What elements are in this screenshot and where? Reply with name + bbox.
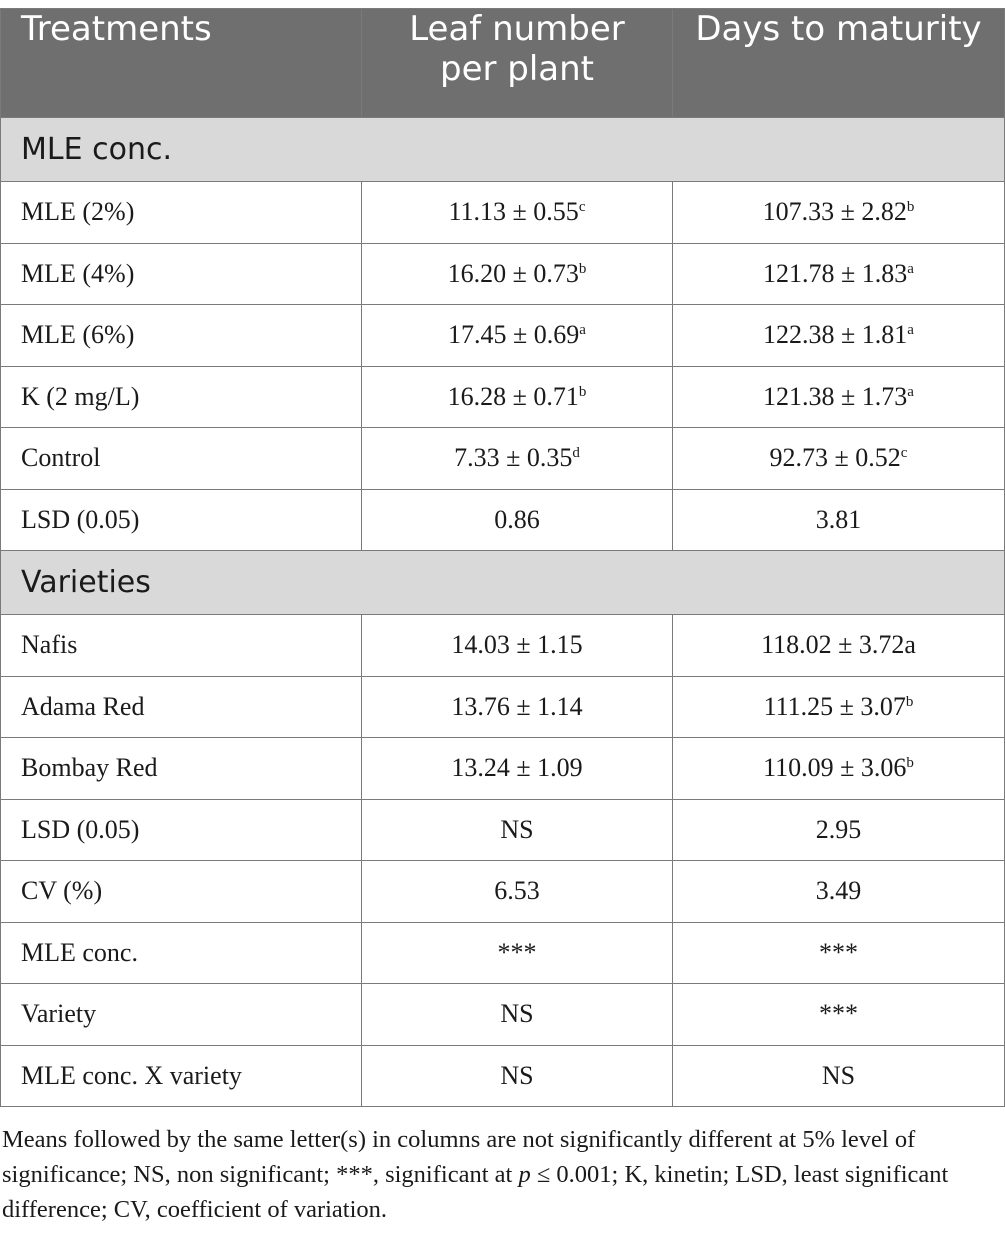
table-row [1,922,1005,984]
leaf-number-cell [362,799,673,861]
results-table [0,8,1005,1107]
leaf-number-cell [362,922,673,984]
row-label: CV (%) [1,861,362,923]
days-to-maturity-cell-value: 121.78 ± 1.83 [763,258,908,288]
table-row [1,243,1005,305]
days-to-maturity-cell-value: 121.38 ± 1.73 [763,381,908,411]
days-to-maturity-cell-value: *** [819,937,858,967]
header-days-to-maturity: Days to maturity [673,9,1005,118]
leaf-number-cell-significance-letter: d [572,445,580,462]
days-to-maturity-cell [673,615,1005,677]
footnote-text-part2: ≤ 0.001; K, kinetin; LSD, least significant difference; CV, coefficient of variation. [2,1161,949,1223]
leaf-number-cell-significance-letter: b [578,260,587,277]
leaf-number-cell-value: 13.76 ± 1.14 [451,691,583,721]
section-title: MLE conc. [1,118,1005,182]
leaf-number-cell [362,1045,673,1107]
leaf-number-cell [362,182,673,244]
leaf-number-cell-value: 16.20 ± 0.73 [447,258,579,288]
row-label: MLE (6%) [1,305,362,367]
row-label: Bombay Red [1,738,362,800]
row-label: Variety [1,984,362,1046]
leaf-number-cell [362,676,673,738]
days-to-maturity-cell-value: 92.73 ± 0.52 [769,443,901,473]
leaf-number-cell-value: 13.24 ± 1.09 [451,753,583,783]
leaf-number-cell-value: NS [500,999,534,1029]
section-row [1,551,1005,615]
days-to-maturity-cell-value: 111.25 ± 3.07 [763,691,906,721]
row-label: MLE conc. [1,922,362,984]
row-label: Control [1,428,362,490]
table-row [1,489,1005,551]
days-to-maturity-cell-significance-letter: b [906,199,915,216]
table-row [1,1045,1005,1107]
leaf-number-cell-value: 0.86 [494,504,540,534]
leaf-number-cell [362,615,673,677]
leaf-number-cell-value: 14.03 ± 1.15 [451,630,583,660]
days-to-maturity-cell [673,489,1005,551]
days-to-maturity-cell [673,799,1005,861]
days-to-maturity-cell-significance-letter: b [905,693,914,710]
leaf-number-cell-value: NS [500,814,534,844]
footnote-text-part1: Means followed by the same letter(s) in columns are not significantly different at 5% level of significance; NS, non significant; ***, significant at [2,1126,916,1188]
leaf-number-cell [362,305,673,367]
days-to-maturity-cell [673,984,1005,1046]
days-to-maturity-cell-value: 3.81 [815,504,862,534]
table-row [1,799,1005,861]
leaf-number-cell [362,428,673,490]
days-to-maturity-cell-value: 2.95 [815,814,862,844]
leaf-number-cell-value: 11.13 ± 0.55 [448,197,579,227]
days-to-maturity-cell-value: NS [821,1060,856,1090]
leaf-number-cell [362,366,673,428]
days-to-maturity-cell-value: *** [819,999,858,1029]
header-leaf-number-line2: per plant [439,49,595,89]
leaf-number-cell-value: NS [500,1060,534,1090]
row-label: MLE conc. X variety [1,1045,362,1107]
table-row [1,615,1005,677]
days-to-maturity-cell-significance-letter: b [906,755,914,772]
days-to-maturity-cell-significance-letter: c [900,445,908,462]
days-to-maturity-cell [673,366,1005,428]
days-to-maturity-cell [673,738,1005,800]
table-row [1,366,1005,428]
table-header [1,9,1005,118]
leaf-number-cell-significance-letter: b [578,383,587,400]
table-row [1,861,1005,923]
row-label: LSD (0.05) [1,799,362,861]
days-to-maturity-cell [673,861,1005,923]
leaf-number-cell-value: 6.53 [494,876,540,906]
days-to-maturity-cell-value: 122.38 ± 1.81 [763,320,908,350]
days-to-maturity-cell [673,428,1005,490]
leaf-number-cell-significance-letter: c [578,199,586,216]
leaf-number-cell-value: 16.28 ± 0.71 [447,381,579,411]
section-title: Varieties [1,551,1005,615]
leaf-number-cell [362,984,673,1046]
row-label: K (2 mg/L) [1,366,362,428]
header-treatments: Treatments [1,9,362,118]
days-to-maturity-cell-significance-letter: a [907,383,914,400]
leaf-number-cell [362,243,673,305]
days-to-maturity-cell-value: 110.09 ± 3.06 [763,753,907,783]
days-to-maturity-cell-significance-letter: a [907,322,914,339]
leaf-number-cell [362,738,673,800]
table-row [1,984,1005,1046]
row-label: Adama Red [1,676,362,738]
leaf-number-cell-value: 7.33 ± 0.35 [454,443,573,473]
table-row [1,738,1005,800]
table-body [1,118,1005,1107]
days-to-maturity-cell [673,243,1005,305]
row-label: MLE (2%) [1,182,362,244]
days-to-maturity-cell [673,676,1005,738]
row-label: Nafis [1,615,362,677]
table-row [1,676,1005,738]
section-row [1,118,1005,182]
header-leaf-number-line1: Leaf number [409,9,625,49]
row-label: MLE (4%) [1,243,362,305]
row-label: LSD (0.05) [1,489,362,551]
footnote-p-symbol: p [518,1161,531,1188]
leaf-number-cell [362,861,673,923]
leaf-number-cell-significance-letter: a [579,322,586,339]
leaf-number-cell [362,489,673,551]
table-row [1,182,1005,244]
table-footnote [2,1122,1002,1227]
days-to-maturity-cell [673,305,1005,367]
header-leaf-number [362,9,673,118]
days-to-maturity-cell [673,922,1005,984]
table-row [1,428,1005,490]
days-to-maturity-cell-significance-letter: a [907,260,914,277]
days-to-maturity-cell-value: 3.49 [815,876,862,906]
leaf-number-cell-value: 17.45 ± 0.69 [448,320,580,350]
days-to-maturity-cell-value: 107.33 ± 2.82 [762,197,907,227]
days-to-maturity-cell [673,182,1005,244]
days-to-maturity-cell [673,1045,1005,1107]
leaf-number-cell-value: *** [497,937,537,967]
days-to-maturity-cell-value: 118.02 ± 3.72a [761,630,916,660]
table-row [1,305,1005,367]
